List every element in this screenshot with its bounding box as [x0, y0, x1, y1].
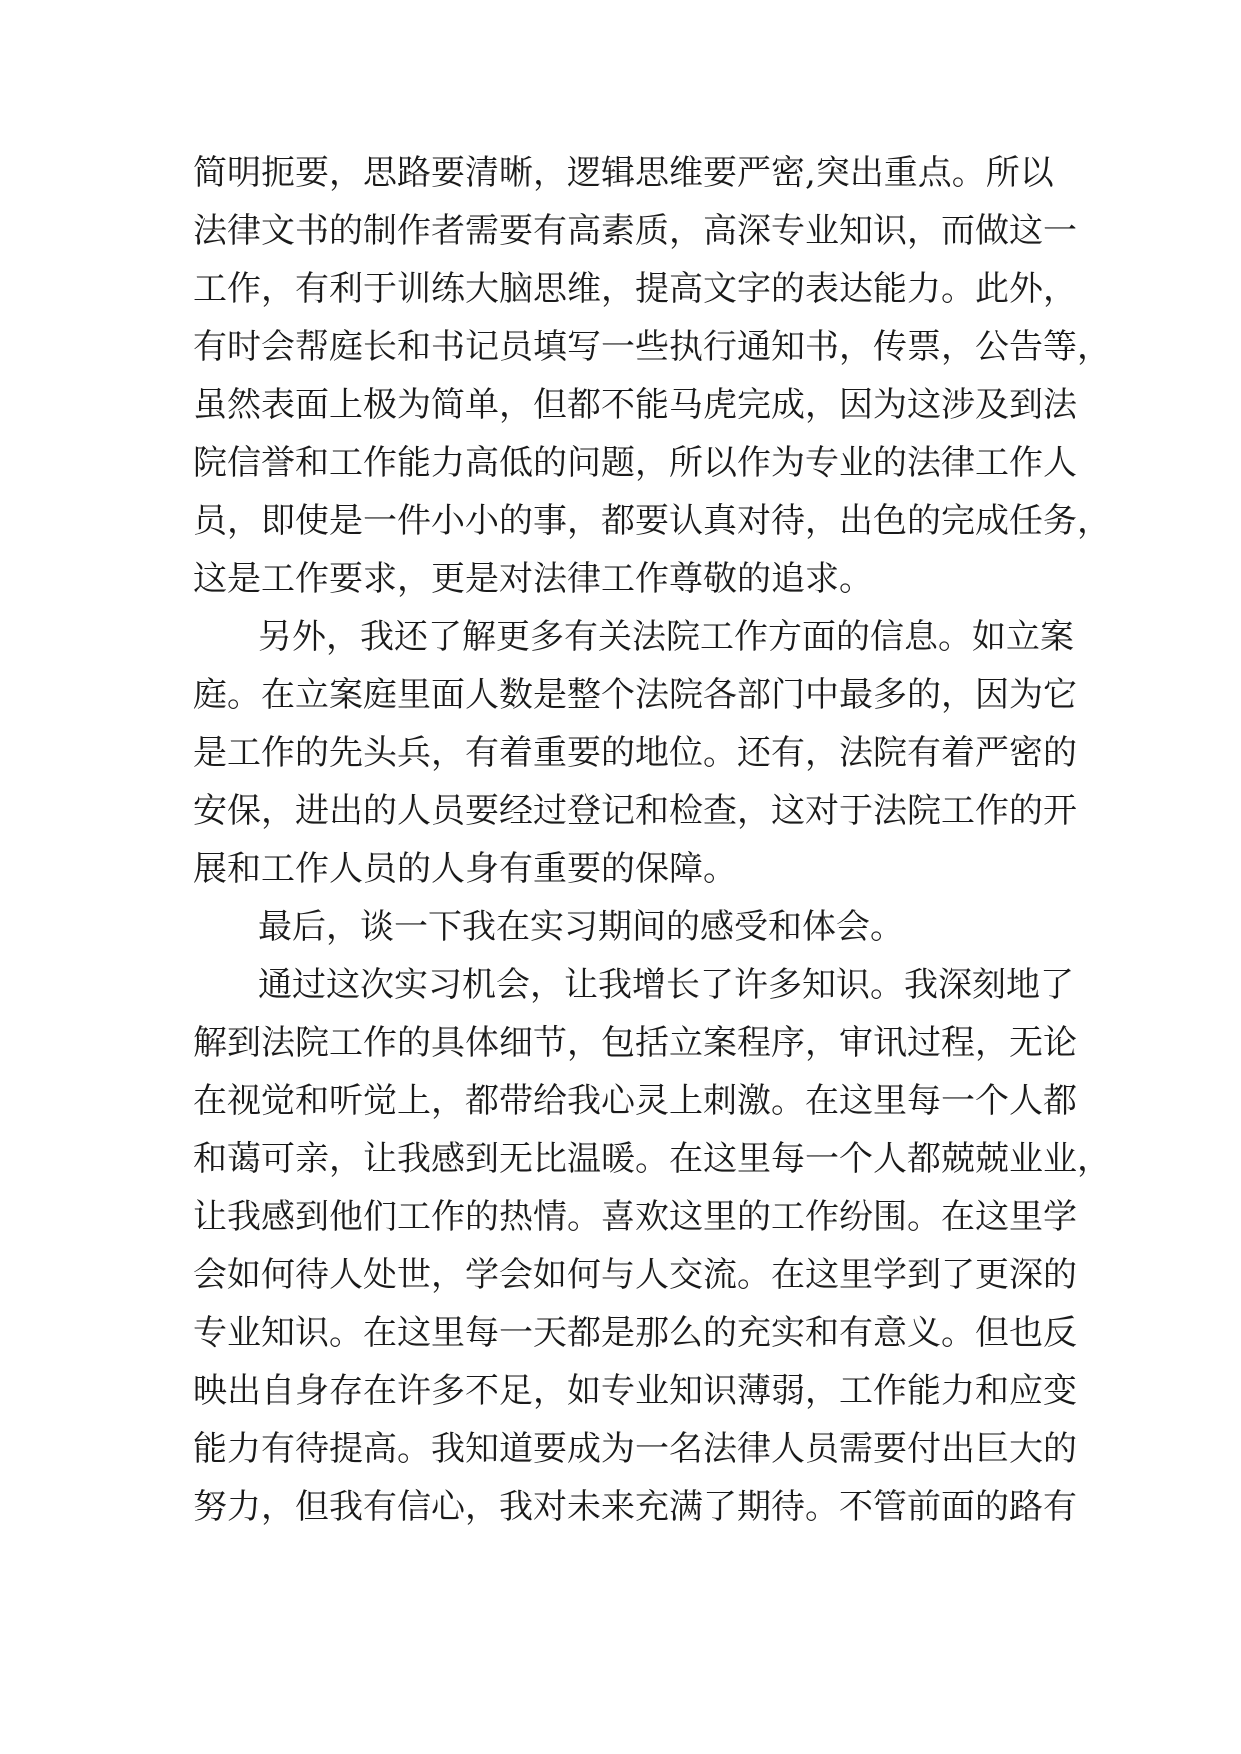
text-line: 解到法院工作的具体细节，包括立案程序，审讯过程，无论 [193, 1023, 1077, 1063]
text-line: 院信誉和工作能力高低的问题，所以作为专业的法律工作人 [193, 443, 1077, 483]
text-line: 虽然表面上极为简单，但都不能马虎完成，因为这涉及到法 [193, 385, 1077, 425]
text-line: 让我感到他们工作的热情。喜欢这里的工作纷围。在这里学 [193, 1197, 1077, 1237]
text-line: 在视觉和听觉上，都带给我心灵上刺激。在这里每一个人都 [193, 1081, 1077, 1121]
paragraph-start-line: 另外，我还了解更多有关法院工作方面的信息。如立案 [258, 617, 1074, 657]
text-line: 庭。在立案庭里面人数是整个法院各部门中最多的，因为它 [193, 675, 1077, 715]
paragraph-start-line: 最后，谈一下我在实习期间的感受和体会。 [258, 907, 904, 947]
text-line: 这是工作要求，更是对法律工作尊敬的追求。 [193, 559, 873, 599]
text-line: 有时会帮庭长和书记员填写一些执行通知书，传票，公告等， [193, 327, 1111, 367]
text-line: 会如何待人处世，学会如何与人交流。在这里学到了更深的 [193, 1255, 1077, 1295]
text-line: 和蔼可亲，让我感到无比温暖。在这里每一个人都兢兢业业， [193, 1139, 1111, 1179]
paragraph-start-line: 通过这次实习机会，让我增长了许多知识。我深刻地了 [258, 965, 1074, 1005]
text-line: 努力，但我有信心，我对未来充满了期待。不管前面的路有 [193, 1487, 1077, 1527]
text-line: 法律文书的制作者需要有高素质，高深专业知识，而做这一 [193, 211, 1077, 251]
text-line: 员，即使是一件小小的事，都要认真对待，出色的完成任务， [193, 501, 1111, 541]
text-line: 能力有待提高。我知道要成为一名法律人员需要付出巨大的 [193, 1429, 1077, 1469]
text-line: 安保，进出的人员要经过登记和检查，这对于法院工作的开 [193, 791, 1077, 831]
text-line: 展和工作人员的人身有重要的保障。 [193, 849, 737, 889]
text-line: 专业知识。在这里每一天都是那么的充实和有意义。但也反 [193, 1313, 1077, 1353]
text-line: 是工作的先头兵，有着重要的地位。还有，法院有着严密的 [193, 733, 1077, 773]
text-line: 映出自身存在许多不足，如专业知识薄弱，工作能力和应变 [193, 1371, 1077, 1411]
text-line: 工作，有利于训练大脑思维，提高文字的表达能力。此外， [193, 269, 1077, 309]
text-line: 简明扼要，思路要清晰，逻辑思维要严密,突出重点。所以 [193, 153, 1054, 193]
